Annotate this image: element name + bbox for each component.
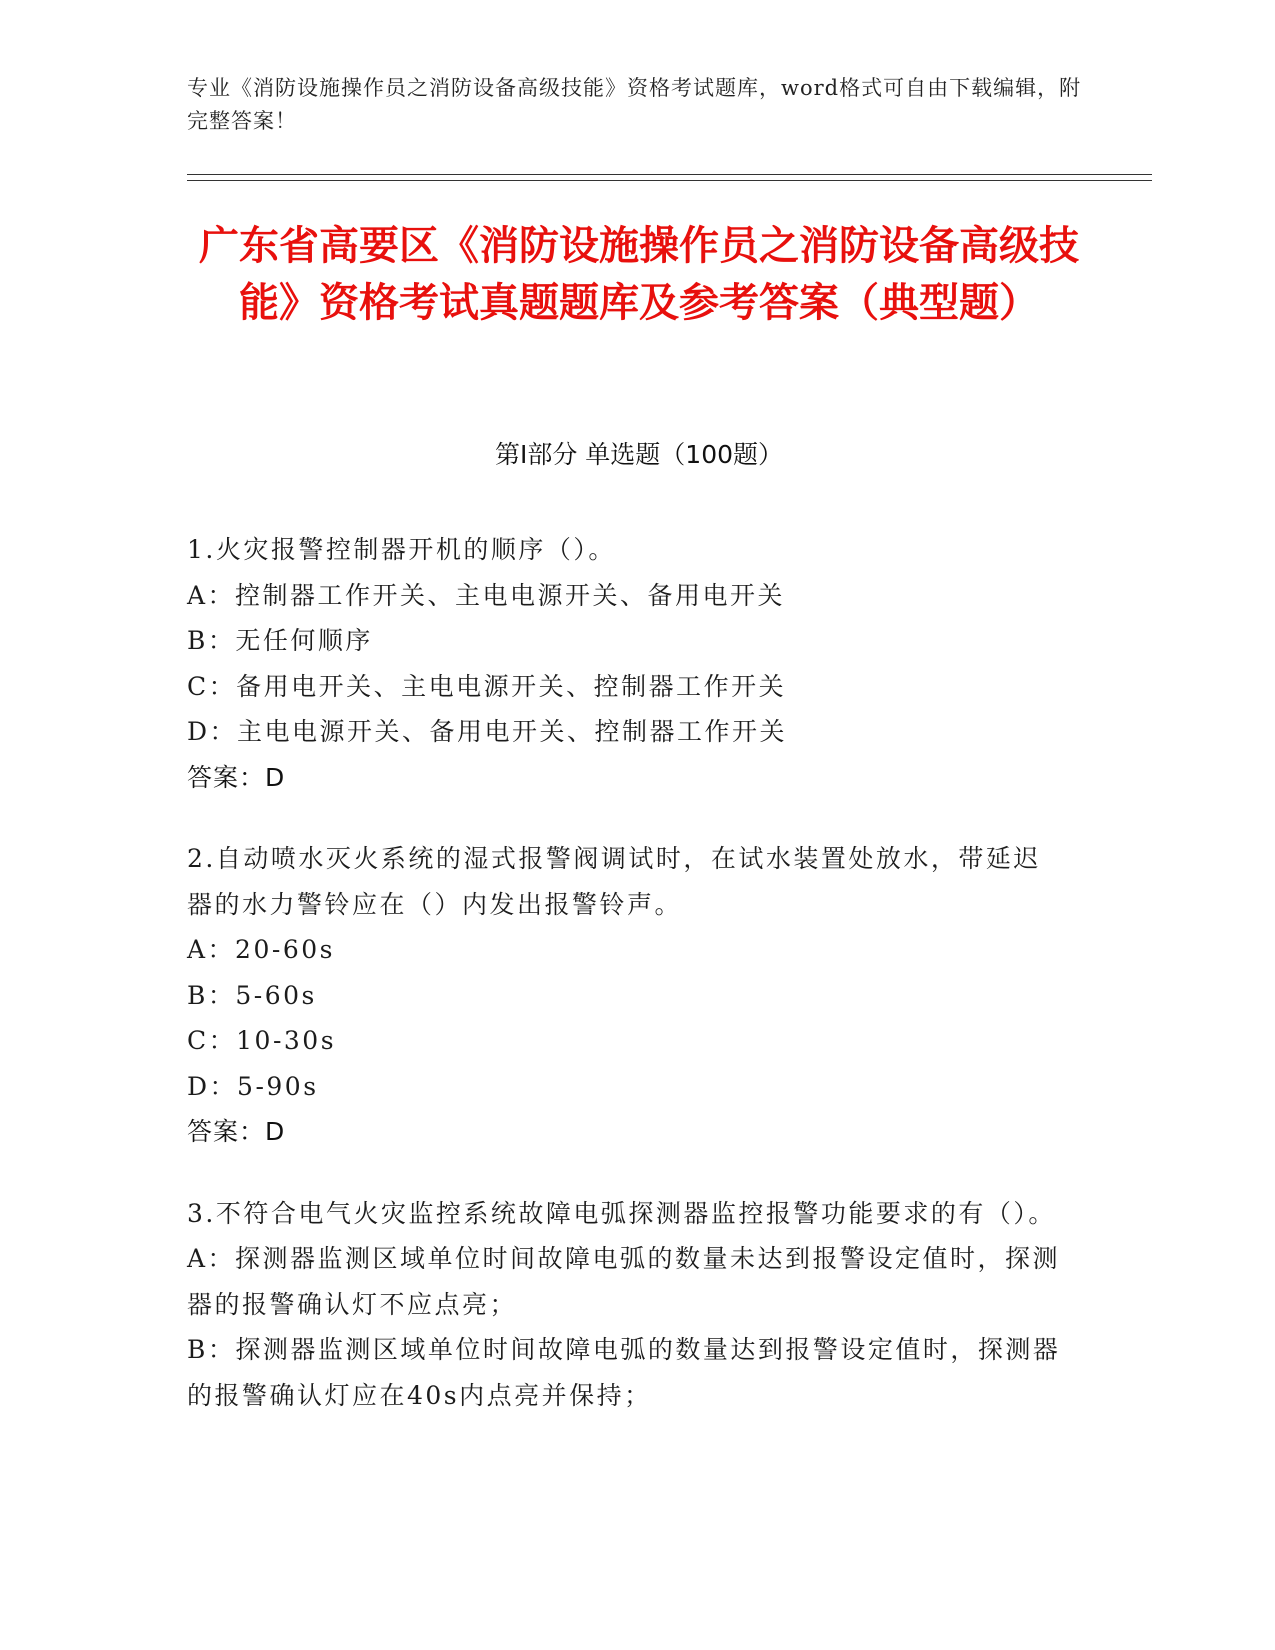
document-title: 广东省高要区《消防设施操作员之消防设备高级技能》资格考试真题题库及参考答案（典型题）: [199, 223, 1079, 326]
question-stem: 1.火灾报警控制器开机的顺序（）。: [187, 535, 616, 564]
question-list: [187, 527, 1067, 1454]
option-a: A：控制器工作开关、主电电源开关、备用电开关: [187, 580, 786, 610]
option-c: C：10-30s: [187, 1026, 337, 1055]
option-c: C：备用电开关、主电电源开关、控制器工作开关: [187, 671, 787, 701]
section-heading: 第Ⅰ部分 单选题（100题）: [494, 440, 784, 469]
option-a: A：探测器监测区域单位时间故障电弧的数量未达到报警设定值时，探测器的报警确认灯不应点亮；: [187, 1244, 1061, 1319]
option-b: B：无任何顺序: [187, 626, 373, 655]
question-3: [187, 1191, 1067, 1419]
question-stem: 3.不符合电气火灾监控系统故障电弧探测器监控报警功能要求的有（）。: [187, 1198, 1056, 1228]
option-b: B：探测器监测区域单位时间故障电弧的数量达到报警设定值时，探测器的报警确认灯应在40s内点亮并保持；: [187, 1335, 1061, 1410]
header-divider-bottom: [187, 180, 1152, 181]
question-2: [187, 836, 1067, 1155]
header-divider-top: [187, 174, 1152, 175]
option-a: A：20-60s: [187, 935, 335, 964]
header-note: 专业《消防设施操作员之消防设备高级技能》资格考试题库，word格式可自由下载编辑，附完整答案！: [187, 76, 1082, 133]
option-b: B：5-60s: [187, 980, 317, 1010]
question-1: [187, 527, 1067, 800]
option-d: D：主电电源开关、备用电开关、控制器工作开关: [187, 717, 788, 746]
answer-label: 答案：D: [187, 1117, 286, 1146]
answer-label: 答案：D: [187, 762, 286, 792]
option-d: D：5-90s: [187, 1071, 319, 1101]
question-stem: 2.自动喷水灭火系统的湿式报警阀调试时，在试水装置处放水，带延迟器的水力警铃应在（）内发出报警铃声。: [187, 844, 1041, 919]
